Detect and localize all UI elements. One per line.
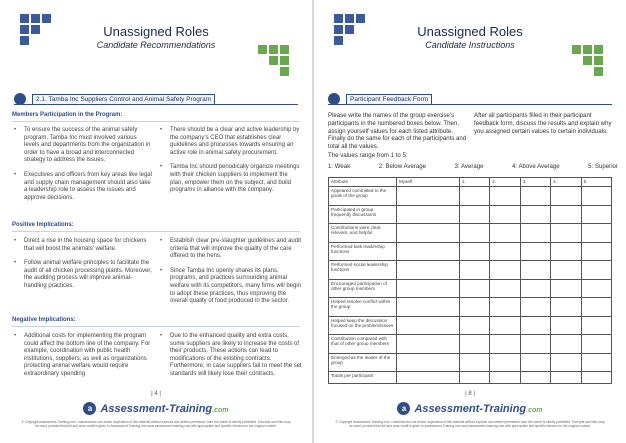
text-column <box>160 127 302 202</box>
decor-square <box>356 14 365 23</box>
decor-square <box>345 14 354 23</box>
logo-domain: .com <box>526 406 543 414</box>
logo <box>0 402 312 415</box>
score-cell[interactable] <box>459 205 489 224</box>
score-cell[interactable] <box>581 316 611 335</box>
logo <box>314 402 626 415</box>
score-cell[interactable] <box>459 316 489 335</box>
score-cell[interactable] <box>397 316 460 335</box>
section-tag-label: Participant Feedback Form <box>346 94 432 105</box>
score-cell[interactable] <box>459 279 489 298</box>
column-header: 5. <box>581 178 611 187</box>
bullet-item: • There should be a clear and active leadership by the company’s CEO that establishes clear guidelines and processes towards ensuring an active role in animal safety procurement. <box>160 127 302 157</box>
table-row <box>329 205 612 224</box>
table-row <box>329 353 612 372</box>
decor-square <box>280 67 289 76</box>
total-cell[interactable] <box>490 372 520 384</box>
right-page <box>314 0 626 443</box>
score-cell[interactable] <box>520 316 550 335</box>
table-row <box>329 298 612 317</box>
decor-square <box>31 14 40 23</box>
column-header: Myself <box>397 178 460 187</box>
section-heading: Positive Implications: <box>12 222 74 228</box>
attribute-cell: Helped resolve conflict within the group <box>329 298 397 317</box>
table-row <box>329 316 612 335</box>
score-cell[interactable] <box>459 353 489 372</box>
page-subtitle: Candidate Recommendations <box>96 40 216 50</box>
bullet-item: • To ensure the success of the animal safety program, Tamba Inc must involved various levels and departments from the organization in order to have a broad and interconnected strategy to address the issues. <box>14 127 152 165</box>
decor-square <box>594 67 603 76</box>
score-cell[interactable] <box>581 298 611 317</box>
bullet-item: • Tamba Inc should periodically organize meetings with their chicken suppliers to implement the plan, empower them on the subject, and build programs in alliance with the company. <box>160 164 302 194</box>
rating-scale <box>328 163 618 170</box>
decor-square <box>594 56 603 65</box>
table-row <box>329 187 612 206</box>
column-header: 1. <box>459 178 489 187</box>
column-header: Attribute <box>329 178 397 187</box>
score-cell[interactable] <box>551 279 581 298</box>
score-cell[interactable] <box>520 335 550 354</box>
score-cell[interactable] <box>551 353 581 372</box>
score-cell[interactable] <box>397 279 460 298</box>
total-cell[interactable] <box>520 372 550 384</box>
section-tag-label: 2.1. Tamba Inc Suppliers Control and Animal Safety Program <box>32 94 215 105</box>
score-cell[interactable] <box>581 335 611 354</box>
score-cell[interactable] <box>551 316 581 335</box>
score-cell[interactable] <box>397 261 460 280</box>
divider <box>12 326 300 327</box>
score-cell[interactable] <box>520 279 550 298</box>
score-cell[interactable] <box>490 187 520 206</box>
totals-label: Totals per participant <box>329 372 397 384</box>
attribute-cell: Emerged as the leader of the group <box>329 353 397 372</box>
score-cell[interactable] <box>551 205 581 224</box>
attribute-cell: Performed social leadership functions <box>329 261 397 280</box>
score-cell[interactable] <box>520 224 550 243</box>
score-cell[interactable] <box>551 335 581 354</box>
score-cell[interactable] <box>581 353 611 372</box>
attribute-cell: Contributions were clear, relevant, and helpful <box>329 224 397 243</box>
total-cell[interactable] <box>581 372 611 384</box>
bullet-item: • Due to the enhanced quality and extra costs, some suppliers are likely to increase the costs of their products. These actions can lead to modifications of the existing contracts. Furthermore, in case suppliers fail to meet the set standards will likely lose their contracts. <box>160 333 302 379</box>
score-cell[interactable] <box>490 335 520 354</box>
score-cell[interactable] <box>459 298 489 317</box>
bullet-item: • Additional costs for implementing the program could affect the bottom line of the company. For example, coordination with public health institutions, suppliers, as well as organizations protecting animal welfare would require extraordinary spending <box>14 333 152 379</box>
score-cell[interactable] <box>551 224 581 243</box>
score-cell[interactable] <box>551 298 581 317</box>
table-header-row <box>329 178 612 187</box>
attribute-cell: Encouraged participation of other group members <box>329 279 397 298</box>
divider <box>328 104 612 105</box>
attribute-cell: Contribution compared with that of other group members <box>329 335 397 354</box>
score-cell[interactable] <box>581 224 611 243</box>
score-cell[interactable] <box>490 261 520 280</box>
score-cell[interactable] <box>397 205 460 224</box>
attribute-cell: Participated in group frequently discussions <box>329 205 397 224</box>
scale-item: 3: Average <box>454 163 484 170</box>
decor-square <box>280 56 289 65</box>
score-cell[interactable] <box>490 242 520 261</box>
score-cell[interactable] <box>490 316 520 335</box>
total-cell[interactable] <box>459 372 489 384</box>
table-row <box>329 335 612 354</box>
score-cell[interactable] <box>581 261 611 280</box>
text-column <box>160 238 302 313</box>
score-cell[interactable] <box>520 205 550 224</box>
logo-text: Assessment-Training <box>100 402 213 415</box>
score-cell[interactable] <box>551 242 581 261</box>
table-row <box>329 279 612 298</box>
text-column <box>160 333 302 386</box>
column-header: 3. <box>520 178 550 187</box>
range-text: The values range from 1 to 5: <box>328 152 408 159</box>
score-cell[interactable] <box>459 187 489 206</box>
score-cell[interactable] <box>490 353 520 372</box>
page-subtitle: Candidate Instructions <box>425 40 515 50</box>
score-cell[interactable] <box>459 224 489 243</box>
score-cell[interactable] <box>520 187 550 206</box>
text-column <box>14 333 152 386</box>
instructions-text: After all participants filled in their participant feedback form, discuss the results and explain why you assigned certain values to certain individuals. <box>474 112 612 135</box>
attribute-cell: Appeared committed to the goals of the group <box>329 187 397 206</box>
table-row <box>329 224 612 243</box>
decor-square <box>334 14 343 23</box>
score-cell[interactable] <box>397 335 460 354</box>
copyright-notice: © Copyright Assessment-Training.com. Unauthorized use and/or duplication of this material without express and written permission from the owner is strictly prohibited. Excerpts and links may be used, provided that full and clear credit is given to Assessment-Training and www.assessment-training.com with appropriate and specific direction to the original content. <box>21 420 291 429</box>
score-cell[interactable] <box>459 261 489 280</box>
score-cell[interactable] <box>520 242 550 261</box>
score-cell[interactable] <box>490 298 520 317</box>
page-number: | 4 | <box>151 391 161 397</box>
attribute-cell: Helped keep the discussion focused on the problem/issues <box>329 316 397 335</box>
column-header: 4. <box>551 178 581 187</box>
score-cell[interactable] <box>490 279 520 298</box>
text-column <box>14 238 152 298</box>
score-cell[interactable] <box>459 335 489 354</box>
scale-item: 4: Above Average <box>512 163 560 170</box>
table-row <box>329 242 612 261</box>
score-cell[interactable] <box>397 353 460 372</box>
section-heading: Negative Implications: <box>12 317 76 323</box>
logo-text: Assessment-Training <box>414 402 527 415</box>
page-title: Unassigned Roles <box>103 24 209 39</box>
score-cell[interactable] <box>581 205 611 224</box>
score-cell[interactable] <box>490 205 520 224</box>
score-cell[interactable] <box>397 224 460 243</box>
logo-icon: a <box>83 402 96 415</box>
feedback-table <box>328 177 612 384</box>
copyright-notice: © Copyright Assessment-Training.com. Unauthorized use and/or duplication of this material without express and written permission from the owner is strictly prohibited. Excerpts and links may be used, provided that full and clear credit is given to Assessment-Training and www.assessment-training.com with appropriate and specific direction to the original content. <box>335 420 605 429</box>
total-cell[interactable] <box>397 372 460 384</box>
score-cell[interactable] <box>520 298 550 317</box>
table-row <box>329 261 612 280</box>
score-cell[interactable] <box>520 353 550 372</box>
logo-icon: a <box>397 402 410 415</box>
scale-item: 1: Weak <box>328 163 351 170</box>
bullet-item: • Since Tamba Inc openly shares its plans, programs, and practices surrounding animal welfare with its competitors, many firms will begin to adopt these practices, thus improving the overall quality of food produced in the sector. <box>160 268 302 306</box>
decor-square <box>20 14 29 23</box>
page-title: Unassigned Roles <box>417 24 523 39</box>
logo-domain: .com <box>212 406 229 414</box>
scale-item: 2: Below Average <box>378 163 427 170</box>
score-cell[interactable] <box>397 242 460 261</box>
score-cell[interactable] <box>551 261 581 280</box>
bullet-item: • Establish clear pre-slaughter guidelines and audit criteria that will improve the quality of the care offered to the hens. <box>160 238 302 261</box>
score-cell[interactable] <box>581 242 611 261</box>
attribute-cell: Performed task leadership functions <box>329 242 397 261</box>
scale-item: 5: Superior <box>588 163 618 170</box>
decor-square <box>583 56 592 65</box>
divider <box>12 231 300 232</box>
decor-square <box>42 14 51 23</box>
bullet-item: • Follow animal welfare principles to facilitate the audit of all chicken processing plants. Moreover, the auditing process will improve animal-handling practices. <box>14 260 152 290</box>
divider <box>14 104 298 105</box>
score-cell[interactable] <box>397 298 460 317</box>
page-number: | 8 | <box>465 391 475 397</box>
text-column <box>14 127 152 209</box>
totals-row <box>329 372 612 384</box>
score-cell[interactable] <box>490 224 520 243</box>
bullet-item: • Direct a rise in the housing space for chickens that will boost the animals’ welfare. <box>14 238 152 253</box>
divider <box>12 121 300 122</box>
section-heading: Members Participation in the Program: <box>12 112 123 118</box>
column-header: 2. <box>490 178 520 187</box>
score-cell[interactable] <box>520 261 550 280</box>
score-cell[interactable] <box>397 187 460 206</box>
total-cell[interactable] <box>551 372 581 384</box>
left-page <box>0 0 312 443</box>
decor-square <box>269 56 278 65</box>
score-cell[interactable] <box>459 242 489 261</box>
instructions-text: Please write the names of the group exercise’s participants in the numbered boxes below. Then, assign yourself values for each listed attribute. Finally do the same for each of the participants and total all the values. <box>328 112 467 151</box>
score-cell[interactable] <box>551 187 581 206</box>
bullet-item: • Executives and officers from key areas like legal and supply chain management should also take a leadership role to assess the issues and approve decisions. <box>14 172 152 202</box>
score-cell[interactable] <box>581 279 611 298</box>
score-cell[interactable] <box>581 187 611 206</box>
